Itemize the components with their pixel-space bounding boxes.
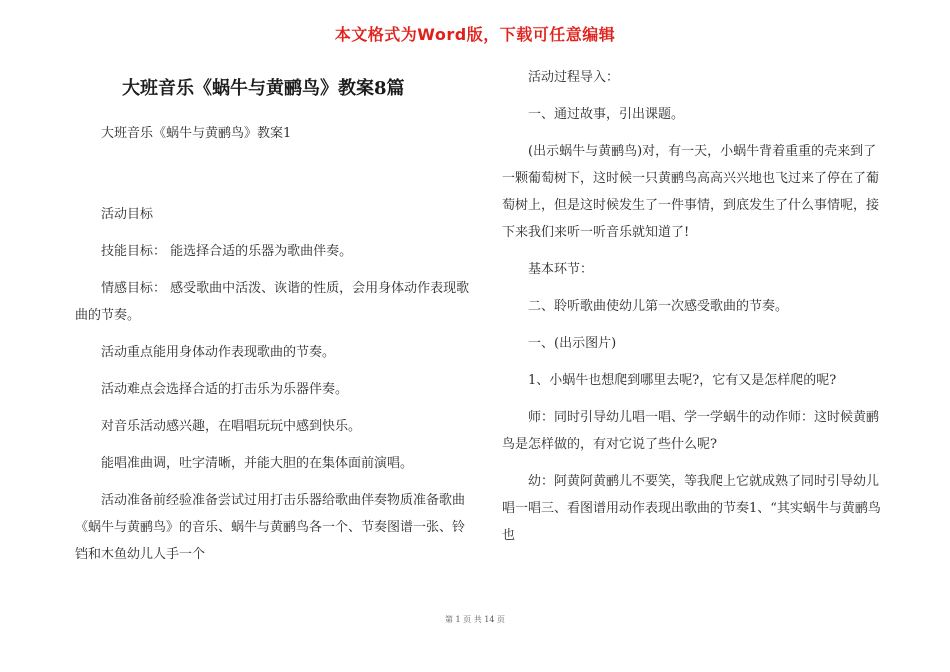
paragraph: 师：同时引导幼儿唱一唱、学一学蜗牛的动作师：这时候黄鹂鸟是怎样做的，有对它说了些什么呢? [502, 410, 880, 452]
paragraph: (出示蜗牛与黄鹂鸟)对，有一天，小蜗牛背着重重的壳来到了一颗葡萄树下，这时候一只黄鹂鸟高高兴兴地也飞过来了停在了葡萄树上，但是这时候发生了一件事情，到底发生了什么事情呢，接下来我们来听一听音乐就知道了! [502, 144, 880, 240]
paragraph: 一、(出示图片) [528, 336, 617, 351]
paragraph: 活动准备前经验准备尝试过用打击乐器给歌曲伴奏物质准备歌曲《蜗牛与黄鹂鸟》的音乐、蜗牛与黄鹂鸟各一个、节奏图谱一张、铃铛和木鱼幼儿人手一个 [75, 493, 466, 562]
paragraph: 对音乐活动感兴趣，在唱唱玩玩中感到快乐。 [101, 419, 362, 434]
paragraph: 大班音乐《蜗牛与黄鹂鸟》教案1 [101, 126, 292, 141]
paragraph: 基本环节： [528, 262, 594, 277]
page-number-footer: 第 1 页 共 14 页 [445, 615, 505, 624]
document-title: 大班音乐《蜗牛与黄鹂鸟》教案8篇 [122, 78, 405, 99]
right-text-column [502, 64, 886, 549]
paragraph: 情感目标： 感受歌曲中活泼、诙谐的性质，会用身体动作表现歌曲的节奏。 [75, 281, 470, 323]
paragraph: 活动目标 [101, 207, 154, 222]
left-text-column [75, 120, 473, 568]
paragraph: 活动重点能用身体动作表现歌曲的节奏。 [101, 345, 336, 360]
paragraph: 活动过程导入： [528, 70, 620, 85]
paragraph: 二、聆听歌曲使幼儿第一次感受歌曲的节奏。 [528, 299, 789, 314]
paragraph: 幼：阿黄阿黄鹂儿不要笑，等我爬上它就成熟了同时引导幼儿唱一唱三、看图谱用动作表现出歌曲的节奏1、“其实蜗牛与黄鹂鸟也 [502, 474, 881, 543]
paragraph: 1、小蜗牛也想爬到哪里去呢?，它有又是怎样爬的呢? [528, 373, 837, 388]
paragraph: 能唱准曲调，吐字清晰，并能大胆的在集体面前演唱。 [101, 456, 414, 471]
paragraph: 技能目标： 能选择合适的乐器为歌曲伴奏。 [101, 244, 353, 259]
word-format-banner: 本文格式为Word版，下载可任意编辑 [334, 25, 616, 44]
paragraph: 活动难点会选择合适的打击乐为乐器伴奏。 [101, 382, 349, 397]
paragraph: 一、通过故事，引出课题。 [528, 107, 685, 122]
blank-paragraph [75, 147, 473, 201]
